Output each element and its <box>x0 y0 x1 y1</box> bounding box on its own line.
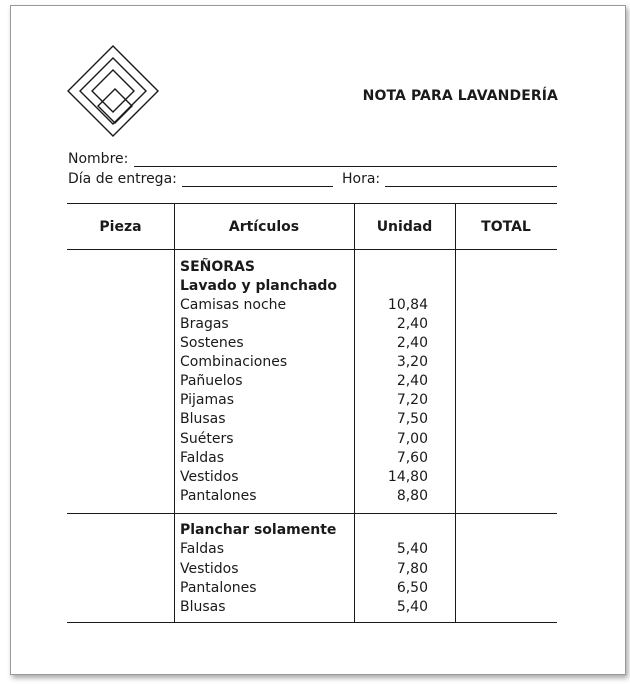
header-unidad: Unidad <box>376 219 433 235</box>
item-name: Pañuelos <box>180 373 243 389</box>
section-subheading: Planchar solamente <box>180 522 337 538</box>
table-top-rule <box>67 203 557 204</box>
table-header-rule <box>67 249 557 250</box>
item-name: Pantalones <box>180 488 257 504</box>
item-name: Combinaciones <box>180 354 288 370</box>
item-unit: 7,20 <box>396 392 428 408</box>
item-unit: 8,80 <box>396 488 428 504</box>
item-unit: 3,20 <box>396 354 428 370</box>
page-title: NOTA PARA LAVANDERÍA <box>362 88 558 104</box>
item-name: Sostenes <box>180 335 244 351</box>
dia-label: Día de entrega: <box>68 171 177 187</box>
item-unit: 2,40 <box>396 316 428 332</box>
item-name: Bragas <box>180 316 229 332</box>
item-name: Suéters <box>180 431 234 447</box>
diamond-logo-icon <box>66 44 160 138</box>
item-unit: 7,60 <box>396 450 428 466</box>
hora-label: Hora: <box>342 171 381 187</box>
item-name: Vestidos <box>180 469 239 485</box>
item-name: Camisas noche <box>180 297 287 313</box>
item-unit: 7,80 <box>396 561 428 577</box>
section-divider <box>67 513 557 514</box>
header-articulos: Artículos <box>228 219 300 235</box>
dia-line[interactable] <box>182 186 333 187</box>
nombre-label: Nombre: <box>68 151 129 167</box>
item-name: Faldas <box>180 541 224 557</box>
item-unit: 7,50 <box>396 411 428 427</box>
column-divider <box>455 203 456 623</box>
item-name: Pantalones <box>180 580 257 596</box>
item-unit: 7,00 <box>396 431 428 447</box>
item-unit: 10,84 <box>387 297 428 313</box>
item-name: Vestidos <box>180 561 239 577</box>
item-unit: 14,80 <box>387 469 428 485</box>
item-name: Blusas <box>180 411 226 427</box>
item-name: Faldas <box>180 450 224 466</box>
header-pieza: Pieza <box>99 219 142 235</box>
section-subheading: Lavado y planchado <box>180 278 338 294</box>
item-unit: 2,40 <box>396 373 428 389</box>
item-unit: 2,40 <box>396 335 428 351</box>
item-unit: 5,40 <box>396 599 428 615</box>
header-total: TOTAL <box>481 219 531 235</box>
column-divider <box>354 203 355 623</box>
table-bottom-rule <box>67 622 557 623</box>
nombre-line[interactable] <box>134 166 557 167</box>
hora-line[interactable] <box>385 186 557 187</box>
column-divider <box>174 203 175 623</box>
item-unit: 5,40 <box>396 541 428 557</box>
item-name: Blusas <box>180 599 226 615</box>
item-unit: 6,50 <box>396 580 428 596</box>
item-name: Pijamas <box>180 392 235 408</box>
section-heading: SEÑORAS <box>180 259 255 275</box>
